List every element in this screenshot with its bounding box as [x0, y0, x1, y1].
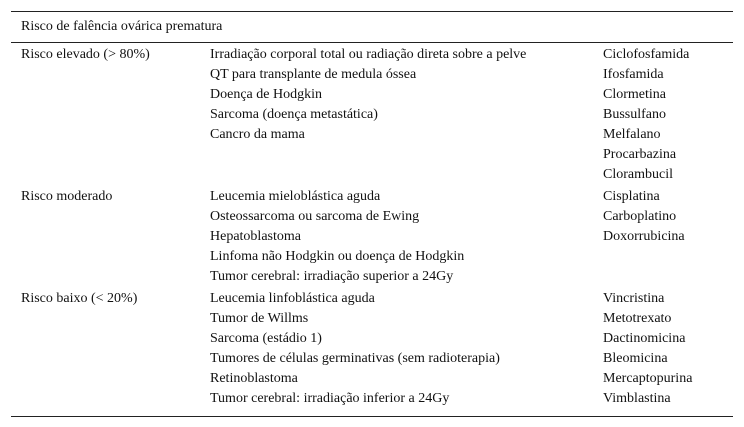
drug-item: Melfalano: [603, 127, 661, 142]
drug-item: Metotrexato: [603, 311, 672, 326]
condition-item: Tumor cerebral: irradiação superior a 24Gy: [210, 269, 454, 284]
risk-level-cell: [21, 187, 112, 207]
condition-item: Sarcoma (estádio 1): [210, 331, 322, 346]
condition-item: Cancro da mama: [210, 127, 305, 142]
risk-level-cell: [21, 45, 150, 65]
condition-item: QT para transplante de medula óssea: [210, 67, 417, 82]
drug-item: Vincristina: [603, 291, 665, 306]
drugs-cell: [603, 45, 689, 185]
condition-item: Linfoma não Hodgkin ou doença de Hodgkin: [210, 249, 465, 264]
condition-item: Sarcoma (doença metastática): [210, 107, 378, 122]
drugs-cell: [603, 187, 685, 247]
condition-item: Tumores de células germinativas (sem radioterapia): [210, 351, 500, 366]
drug-item: Ifosfamida: [603, 67, 664, 82]
condition-item: Irradiação corporal total ou radiação direta sobre a pelve: [210, 47, 527, 62]
conditions-cell: [210, 187, 464, 287]
drug-item: Clormetina: [603, 87, 666, 102]
conditions-cell: [210, 45, 526, 145]
condition-item: Leucemia linfoblástica aguda: [210, 291, 375, 306]
drug-item: Dactinomicina: [603, 331, 686, 346]
risk-level-label: Risco baixo (< 20%): [21, 291, 138, 306]
risk-level-label: Risco elevado (> 80%): [21, 47, 150, 62]
condition-item: Doença de Hodgkin: [210, 87, 322, 102]
drugs-cell: [603, 289, 692, 409]
drug-item: Procarbazina: [603, 147, 677, 162]
drug-item: Cisplatina: [603, 189, 660, 204]
drug-item: Doxorrubicina: [603, 229, 685, 244]
drug-item: Mercaptopurina: [603, 371, 693, 386]
drug-item: Vimblastina: [603, 391, 671, 406]
condition-item: Hepatoblastoma: [210, 229, 301, 244]
table-caption: [11, 12, 733, 43]
drug-item: Ciclofosfamida: [603, 47, 690, 62]
drug-item: Bussulfano: [603, 107, 666, 122]
drug-item: Carboplatino: [603, 209, 677, 224]
condition-item: Retinoblastoma: [210, 371, 298, 386]
conditions-cell: [210, 289, 500, 409]
risk-level-label: Risco moderado: [21, 189, 113, 204]
condition-item: Tumor de Willms: [210, 311, 309, 326]
condition-item: Leucemia mieloblástica aguda: [210, 189, 381, 204]
caption-text: Risco de falência ovárica prematura: [21, 19, 223, 34]
condition-item: Tumor cerebral: irradiação inferior a 24Gy: [210, 391, 450, 406]
drug-item: Bleomicina: [603, 351, 668, 366]
condition-item: Osteossarcoma ou sarcoma de Ewing: [210, 209, 420, 224]
drug-item: Clorambucil: [603, 167, 673, 182]
risk-level-cell: [21, 289, 137, 309]
